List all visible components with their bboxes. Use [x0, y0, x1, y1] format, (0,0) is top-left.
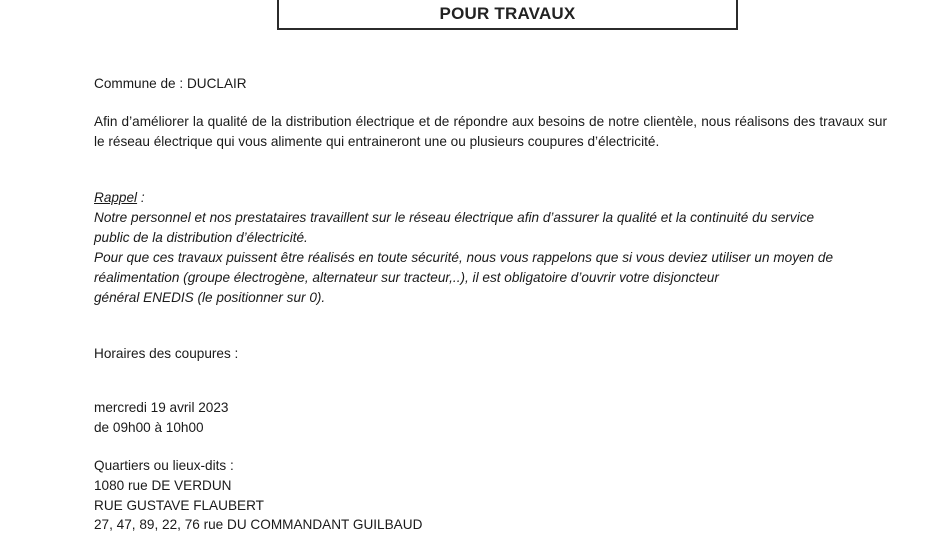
quartiers-label: Quartiers ou lieux-dits :	[94, 458, 234, 473]
rappel-line-1: Notre personnel et nos prestataires travaillent sur le réseau électrique afin d’assurer la qualité et la continuité du service	[94, 210, 815, 225]
intro-paragraph: Afin d’améliorer la qualité de la distribution électrique et de répondre aux besoins de notre clientèle, nous réalisons des travaux sur le réseau électrique qui vous alimente qui entraineront une ou plusieurs coupures d’électricité.	[94, 114, 887, 149]
notice-title: POUR TRAVAUX	[439, 4, 576, 23]
rappel-heading: Rappel	[94, 190, 138, 205]
rappel-line-2: public de la distribution d’électricité.	[94, 230, 308, 245]
rappel-line-3: Pour que ces travaux puissent être réalisés en toute sécurité, nous vous rappelons que si vous deviez utiliser un moyen de	[94, 250, 834, 265]
commune-label: Commune de :	[94, 76, 184, 91]
coupure-date: mercredi 19 avril 2023	[94, 400, 229, 415]
rappel-line-5: général ENEDIS (le positionner sur 0).	[94, 290, 326, 305]
notice-title-box	[277, 0, 738, 30]
commune-line	[94, 74, 247, 94]
rappel-colon: :	[137, 190, 145, 205]
list-item: 27, 47, 89, 22, 76 rue DU COMMANDANT GUILBAUD	[94, 517, 423, 532]
horaires-label: Horaires des coupures :	[94, 346, 239, 361]
list-item: 1080 rue DE VERDUN	[94, 478, 232, 493]
rappel-heading-line	[94, 188, 145, 208]
rappel-line-4: réalimentation (groupe électrogène, alternateur sur tracteur,..), il est obligatoire d’ouvrir votre disjoncteur	[94, 270, 719, 285]
list-item: RUE GUSTAVE FLAUBERT	[94, 498, 264, 513]
commune-value: DUCLAIR	[186, 76, 247, 91]
coupure-time: de 09h00 à 10h00	[94, 420, 204, 435]
